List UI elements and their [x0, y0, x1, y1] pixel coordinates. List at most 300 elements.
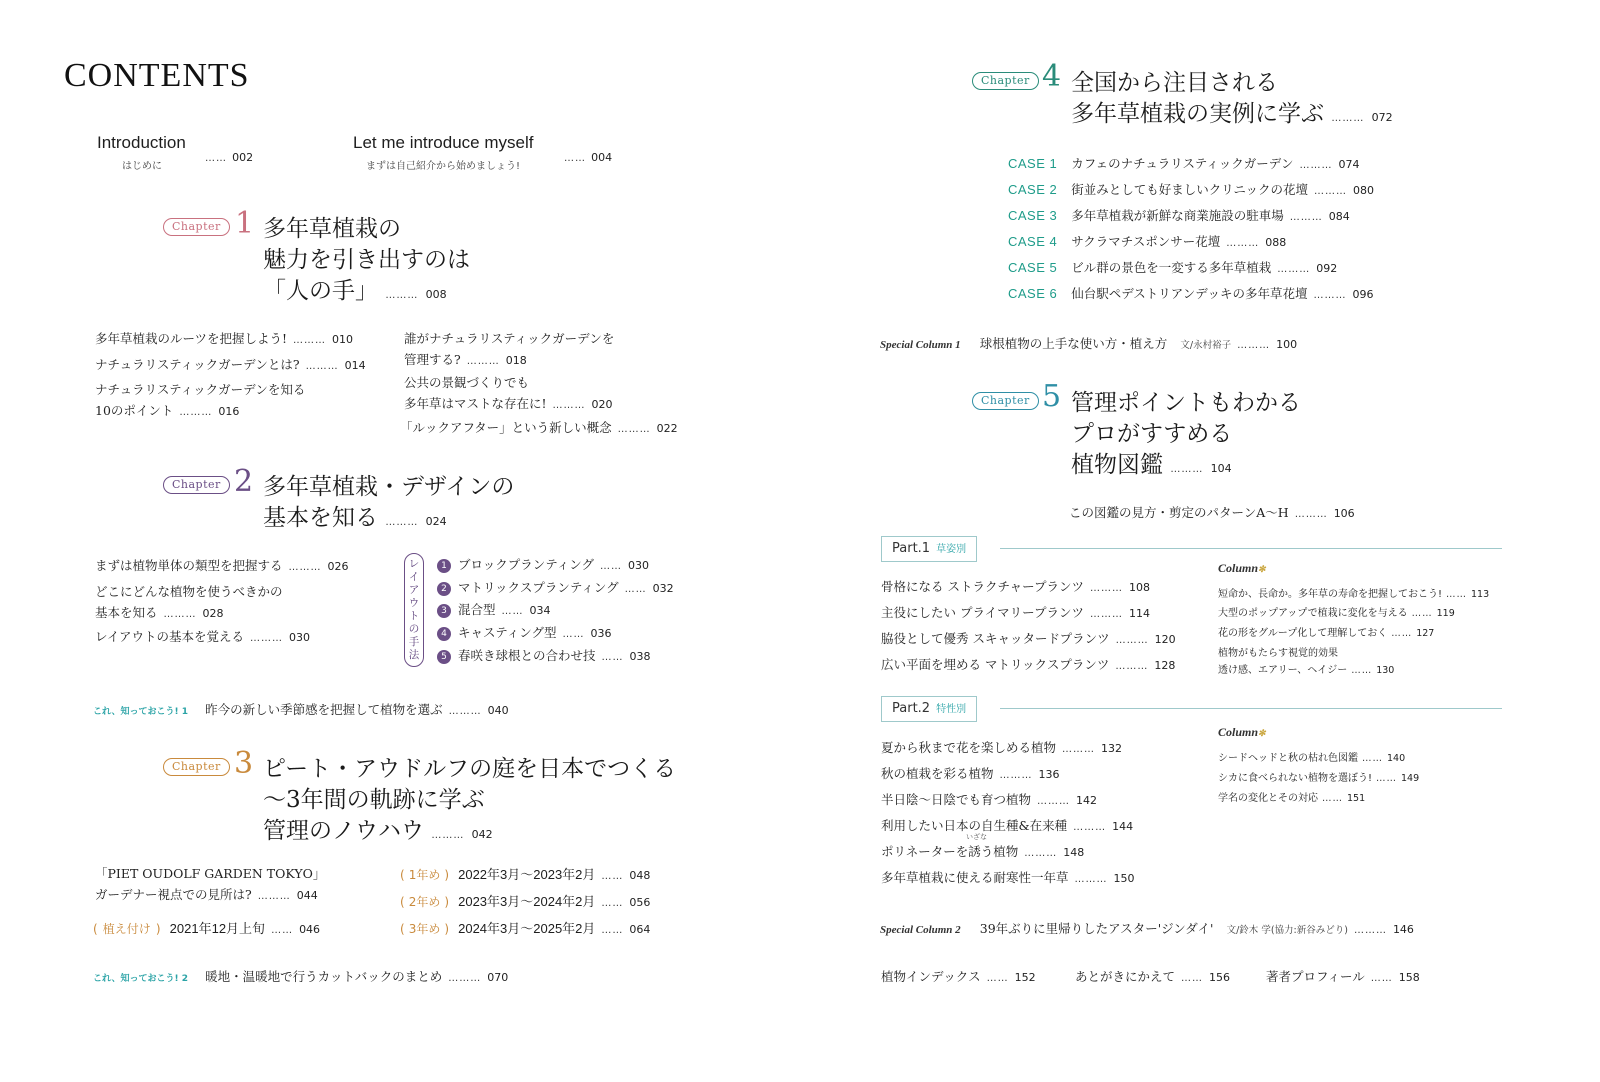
leader-dots: ………	[617, 424, 651, 435]
item-text: 春咲き球根との合わせ技	[458, 648, 596, 663]
page-number: 158	[1398, 971, 1420, 984]
item-text: 脇役として優秀 スキャッタードプランツ	[881, 631, 1110, 646]
chapter-chip: Chapter	[163, 476, 230, 494]
column-heading-text: Column	[1218, 561, 1259, 575]
divider	[1000, 548, 1502, 549]
page-number: 020	[591, 398, 613, 411]
chapter-number: 4	[1042, 59, 1062, 94]
page-number: 100	[1276, 338, 1298, 351]
intro-myself[interactable]	[353, 133, 533, 153]
leader-dots: ……	[601, 652, 624, 663]
leader-dots: ………	[1299, 160, 1333, 171]
page-number: 064	[629, 923, 651, 936]
leader-dots: ………	[1170, 464, 1204, 475]
leader-dots: ………	[1294, 509, 1328, 520]
page-number: 048	[629, 869, 651, 882]
leader-dots: ………	[1277, 264, 1311, 275]
case-item[interactable]	[1008, 179, 1374, 198]
item-text: 球根植物の上手な使い方・植え方	[979, 336, 1168, 351]
leader-dots: ………	[288, 562, 322, 573]
page-number: 036	[590, 627, 612, 640]
leader-dots: ……	[1446, 589, 1468, 600]
divider	[1000, 708, 1502, 709]
page-number: 032	[652, 582, 674, 595]
paren: (	[400, 922, 405, 936]
page-number: 106	[1333, 507, 1355, 520]
toc-item[interactable]	[95, 582, 283, 621]
leader-dots: ……	[1362, 753, 1383, 764]
item-text: 「ルックアフター」という新しい概念	[400, 420, 612, 435]
page-number: 146	[1392, 923, 1414, 936]
item-text: 半日陰〜日陰でも育つ植物	[881, 792, 1032, 807]
toc-item[interactable]	[95, 380, 305, 419]
leader-dots: ………	[466, 356, 500, 367]
leader-dots: ………	[1073, 822, 1107, 833]
intro-label: Introduction	[97, 133, 186, 152]
page-number: 002	[232, 151, 254, 164]
title-line: 管理ポイントもわかる	[1071, 390, 1301, 416]
number-badge: 2	[437, 582, 451, 596]
toc-item[interactable]	[400, 418, 678, 436]
item-text: 多年草植栽のルーツを把握しよう!	[95, 331, 288, 346]
item-text: この図鑑の見方・剪定のパターンA〜H	[1069, 505, 1289, 520]
page-number: 084	[1328, 210, 1350, 223]
toc-item[interactable]	[881, 967, 1036, 985]
layout-item[interactable]	[437, 600, 551, 618]
item-text: 昨今の新しい季節感を把握して植物を選ぶ	[205, 702, 443, 717]
item-text: 混合型	[458, 602, 496, 617]
page-number: 004	[591, 151, 613, 164]
title-line	[1071, 450, 1301, 485]
special-column-1[interactable]	[880, 333, 1297, 352]
item-text: ビル群の景色を一変する多年草植栽	[1071, 260, 1272, 275]
item-line	[404, 394, 613, 412]
page-number: 030	[289, 631, 311, 644]
page-number: 044	[296, 889, 318, 902]
chapter-number: 3	[234, 746, 254, 781]
leader-dots: ………	[1353, 925, 1387, 936]
page-number: 119	[1436, 608, 1455, 619]
item-text: マトリックスプランティング	[458, 580, 619, 595]
item-text: 街並みとしても好ましいクリニックの花壇	[1071, 182, 1309, 197]
page-number: 140	[1387, 753, 1406, 764]
leader-dots: ………	[293, 335, 327, 346]
case-label: CASE 1	[1008, 156, 1058, 171]
item-text: 2021年12月上旬	[169, 921, 266, 936]
column-item[interactable]	[1218, 769, 1419, 784]
case-item[interactable]	[1008, 153, 1360, 172]
toc-item[interactable]	[95, 355, 366, 373]
leader-dots: ……	[1391, 628, 1413, 639]
item-text: 骨格になる ストラクチャープランツ	[881, 579, 1084, 594]
column-item[interactable]	[1218, 789, 1365, 804]
page-number: 132	[1101, 742, 1123, 755]
title-line: 多年草植栽・デザインの	[263, 474, 515, 500]
page-number: 148	[1063, 846, 1085, 859]
leader-dots: ………	[1237, 340, 1271, 351]
case-label: CASE 6	[1008, 286, 1058, 301]
layout-method-label	[404, 553, 424, 667]
title-line-text: 多年草植栽の実例に学ぶ	[1071, 101, 1324, 127]
leader-dots: ………	[1331, 113, 1365, 124]
item-text: 仙台駅ペデストリアンデッキの多年草花壇	[1071, 286, 1308, 301]
title-line: 〜3年間の軌跡に学ぶ	[263, 787, 485, 813]
number-badge: 5	[437, 650, 451, 664]
chapter-number: 1	[235, 206, 255, 241]
page-number: 088	[1265, 236, 1287, 249]
sparkle-icon: ✻	[1258, 728, 1266, 738]
page-number: 056	[629, 896, 651, 909]
title-line-text: 管理のノウハウ	[263, 818, 424, 844]
leader-dots: ……	[1181, 973, 1204, 984]
toc-item[interactable]	[404, 329, 614, 368]
item-text: ナチュラリスティックガーデンとは?	[95, 357, 300, 372]
item-text: 利用したい日本の自生種&在来種	[881, 818, 1068, 833]
item-line	[95, 603, 283, 621]
toc-item[interactable]	[1266, 967, 1420, 985]
item-text: 秋の植栽を彩る植物	[881, 766, 994, 781]
page-number: 072	[1371, 111, 1393, 124]
paren: (	[400, 868, 405, 882]
toc-item[interactable]	[881, 738, 1122, 756]
title-line-text: 基本を知る	[263, 505, 378, 531]
toc-item[interactable]	[95, 556, 349, 574]
page-number: 127	[1416, 628, 1435, 639]
page-number: 151	[1347, 793, 1366, 804]
leader-dots: ……	[986, 973, 1009, 984]
layout-item[interactable]	[437, 623, 612, 641]
page-number: 114	[1128, 607, 1150, 620]
page-number: 150	[1113, 872, 1135, 885]
page-number: 024	[425, 515, 447, 528]
page-number: 074	[1338, 158, 1360, 171]
leader-dots: ………	[448, 973, 482, 984]
toc-item[interactable]	[881, 655, 1175, 673]
leader-dots: ………	[1024, 848, 1058, 859]
part-label: Part.2	[892, 701, 931, 716]
leader-dots: ………	[1089, 583, 1123, 594]
leader-dots: ………	[1089, 609, 1123, 620]
title-line: 全国から注目される	[1071, 70, 1278, 96]
leader-dots: ………	[385, 517, 419, 528]
page-number: 128	[1154, 659, 1176, 672]
number-badge: 3	[437, 604, 451, 618]
leader-dots: ………	[1226, 238, 1260, 249]
layout-label-text: レイアウトの手法	[408, 558, 420, 661]
item-text: レイアウトの基本を覚える	[95, 629, 245, 644]
page-number: 046	[299, 923, 321, 936]
intro-page-line	[205, 146, 253, 165]
item-line	[404, 350, 614, 368]
toc-item[interactable]	[881, 764, 1060, 782]
page-number: 130	[1376, 665, 1395, 676]
special-label: Special Column 2	[880, 924, 961, 936]
toc-item[interactable]	[881, 842, 1084, 860]
know-item-2[interactable]	[93, 966, 508, 985]
chapter-5-title[interactable]	[1071, 388, 1301, 485]
leader-dots: ………	[250, 633, 284, 644]
page-number: 008	[425, 288, 447, 301]
item-text: 管理する?	[404, 352, 461, 367]
case-item[interactable]	[1008, 231, 1286, 250]
column-item[interactable]	[1218, 644, 1394, 676]
item-text: カフェのナチュラリスティックガーデン	[1071, 156, 1294, 171]
item-line	[1218, 661, 1394, 676]
leader-dots: ……	[271, 925, 294, 936]
chapter-chip: Chapter	[163, 218, 230, 236]
title-line	[1071, 99, 1393, 134]
leader-dots: ……	[501, 606, 524, 617]
chapter-chip: Chapter	[163, 758, 230, 776]
case-item[interactable]	[1008, 205, 1350, 224]
author: 文/鈴木 学(協力:新谷みどり)	[1226, 925, 1348, 936]
title-line: プロがすすめる	[1071, 421, 1233, 447]
toc-item[interactable]	[1069, 503, 1355, 521]
leader-dots: ………	[1289, 212, 1323, 223]
case-item[interactable]	[1008, 257, 1337, 276]
page-number: 010	[332, 333, 354, 346]
year-item[interactable]	[400, 891, 650, 910]
item-text: ポリネーターを誘う植物	[881, 844, 1019, 859]
intro-jp: まずは自己紹介から始めましょう!	[366, 161, 521, 172]
leader-dots: ……	[205, 153, 227, 164]
chapter-1-title[interactable]	[263, 214, 470, 311]
tag-label: 植え付け	[102, 922, 151, 936]
planting-item[interactable]	[93, 918, 320, 937]
toc-item[interactable]	[881, 577, 1150, 595]
leader-dots: ………	[1313, 290, 1347, 301]
page-title: CONTENTS	[64, 57, 250, 94]
column-heading	[1218, 561, 1266, 576]
case-label: CASE 5	[1008, 260, 1058, 275]
title-line	[263, 816, 676, 851]
leader-dots: ……	[601, 898, 624, 909]
paren: (	[400, 895, 405, 909]
intro-introduction[interactable]	[97, 133, 186, 153]
leader-dots: ……	[1351, 665, 1373, 676]
leader-dots: ……	[624, 584, 647, 595]
item-text: 2023年3月〜2024年2月	[458, 894, 596, 909]
item-line	[95, 885, 325, 903]
page-number: 136	[1038, 768, 1060, 781]
item-text: 2024年3月〜2025年2月	[458, 921, 596, 936]
paren: )	[444, 868, 450, 882]
item-text: どこにどんな植物を使うべきかの	[95, 584, 283, 599]
page-number: 142	[1076, 794, 1098, 807]
page-number: 038	[629, 650, 651, 663]
toc-item[interactable]	[1075, 967, 1230, 985]
paren: )	[444, 895, 450, 909]
item-text: 大型のポップアップで植栽に変化を与える	[1218, 608, 1408, 619]
item-text: 2022年3月〜2023年2月	[458, 867, 596, 882]
layout-item[interactable]	[437, 646, 651, 664]
page-number: 156	[1209, 971, 1231, 984]
toc-item[interactable]	[95, 627, 310, 645]
title-line: 多年草植栽の	[263, 216, 401, 242]
leader-dots: ……	[601, 925, 624, 936]
item-text: 多年草植栽が新鮮な商業施設の駐車場	[1071, 208, 1284, 223]
page-number: 092	[1316, 262, 1338, 275]
page-number: 070	[487, 971, 509, 984]
tag-label: 3年め	[408, 922, 441, 936]
page-number: 016	[218, 405, 240, 418]
page-number: 120	[1154, 633, 1176, 646]
tag-label: 2年め	[408, 895, 441, 909]
layout-item[interactable]	[437, 578, 674, 596]
chapter-4-title[interactable]	[1071, 68, 1393, 134]
leader-dots: ……	[564, 153, 586, 164]
item-text: シードヘッドと秋の枯れ色図鑑	[1218, 753, 1358, 764]
leader-dots: ……	[1370, 973, 1393, 984]
intro-page-line	[564, 146, 612, 165]
item-text: 暖地・温暖地で行うカットバックのまとめ	[205, 969, 443, 984]
page-number: 026	[327, 560, 349, 573]
item-text: まずは植物単体の類型を把握する	[95, 558, 283, 573]
title-line	[263, 503, 514, 538]
column-heading	[1218, 725, 1266, 740]
item-line	[95, 401, 305, 419]
know-item-1[interactable]	[93, 699, 509, 718]
intro-label: Let me introduce myself	[353, 133, 534, 152]
page-number: 034	[529, 604, 551, 617]
leader-dots: ………	[552, 400, 586, 411]
leader-dots: ………	[431, 830, 465, 841]
page-number: 040	[487, 704, 509, 717]
toc-item[interactable]	[881, 790, 1097, 808]
item-text: ナチュラリスティックガーデンを知る	[95, 382, 306, 397]
know-label: これ、知っておこう! 1	[93, 707, 189, 717]
item-text: サクラマチスポンサー花壇	[1071, 234, 1221, 249]
paren: (	[93, 922, 98, 936]
sparkle-icon: ✻	[1258, 564, 1266, 574]
paren: )	[444, 922, 450, 936]
chapter-chip: Chapter	[972, 72, 1039, 90]
column-item[interactable]	[1218, 604, 1455, 619]
leader-dots: ………	[999, 770, 1033, 781]
layout-item[interactable]	[437, 555, 649, 573]
toc-item[interactable]	[881, 816, 1133, 834]
item-text: 広い平面を埋める マトリックスプランツ	[881, 657, 1110, 672]
leader-dots: ………	[1074, 874, 1108, 885]
page-number: 108	[1128, 581, 1150, 594]
leader-dots: ……	[1411, 608, 1433, 619]
item-text: 公共の景観づくりでも	[404, 375, 530, 390]
title-line-text: 「人の手」	[263, 278, 378, 304]
column-item[interactable]	[1218, 585, 1489, 600]
column-item[interactable]	[1218, 624, 1434, 639]
item-text: シカに食べられない植物を選ぼう!	[1218, 773, 1373, 784]
item-text: 短命か、長命か。多年草の寿命を把握しておこう!	[1218, 589, 1443, 600]
page-number: 018	[505, 354, 527, 367]
number-badge: 4	[437, 627, 451, 641]
item-text: 花の形をグループ化して理解しておく	[1218, 628, 1388, 639]
column-item[interactable]	[1218, 749, 1405, 764]
title-line	[263, 276, 470, 311]
know-label: これ、知っておこう! 2	[93, 974, 189, 984]
case-item[interactable]	[1008, 283, 1374, 302]
item-text: あとがきにかえて	[1075, 969, 1176, 984]
chapter-chip: Chapter	[972, 392, 1039, 410]
title-line-text: 植物図鑑	[1071, 452, 1163, 478]
page-number: 113	[1471, 589, 1490, 600]
toc-item[interactable]	[881, 868, 1135, 886]
part-label: Part.1	[892, 541, 931, 556]
toc-item[interactable]	[881, 629, 1176, 647]
number-badge: 1	[437, 559, 451, 573]
item-text: 多年草植栽に使える耐寒性一年草	[881, 870, 1069, 885]
page-number: 014	[344, 359, 366, 372]
part-1-header	[881, 536, 977, 562]
page-number: 042	[471, 828, 493, 841]
year-item[interactable]	[400, 918, 650, 937]
item-text: ガーデナー視点での見所は?	[95, 887, 252, 902]
item-text: キャスティング型	[458, 625, 557, 640]
item-text: 主役にしたい プライマリープランツ	[881, 605, 1084, 620]
special-label: Special Column 1	[880, 339, 961, 351]
ruby-text: いざな	[966, 833, 987, 841]
page-number: 144	[1112, 820, 1134, 833]
item-text: 「PIET OUDOLF GARDEN TOKYO」	[95, 866, 326, 881]
item-text: 植物インデックス	[881, 969, 981, 984]
toc-item[interactable]	[95, 329, 353, 347]
leader-dots: ………	[1314, 186, 1348, 197]
leader-dots: ………	[163, 609, 197, 620]
item-text: 誰がナチュラリスティックガーデンを	[404, 331, 615, 346]
page-number: 149	[1401, 773, 1420, 784]
case-label: CASE 2	[1008, 182, 1058, 197]
column-heading-text: Column	[1218, 725, 1259, 739]
leader-dots: ……	[562, 629, 585, 640]
item-text: 基本を知る	[95, 605, 158, 620]
item-text: 透け感、エアリー、ヘイジー	[1218, 665, 1348, 676]
leader-dots: ………	[257, 891, 291, 902]
leader-dots: ………	[385, 290, 419, 301]
chapter-number: 2	[234, 464, 254, 499]
title-line: 魅力を引き出すのは	[263, 247, 470, 273]
page-number: 028	[202, 607, 224, 620]
page-number: 080	[1353, 184, 1375, 197]
toc-item[interactable]	[404, 373, 613, 412]
leader-dots: ………	[1062, 744, 1096, 755]
item-text: 10のポイント	[95, 403, 174, 418]
intro-jp: はじめに	[122, 161, 162, 172]
part-sub: 草姿別	[936, 544, 967, 555]
page-number: 022	[656, 422, 678, 435]
year-item[interactable]	[400, 864, 650, 883]
leader-dots: ………	[1115, 661, 1149, 672]
leader-dots: ………	[179, 407, 213, 418]
toc-item[interactable]	[95, 864, 325, 903]
page-number: 030	[628, 559, 650, 572]
case-label: CASE 4	[1008, 234, 1058, 249]
title-line: ピート・アウドルフの庭を日本でつくる	[263, 756, 677, 782]
author: 文/永村裕子	[1180, 340, 1232, 351]
case-label: CASE 3	[1008, 208, 1058, 223]
leader-dots: ……	[601, 871, 624, 882]
leader-dots: ………	[305, 361, 339, 372]
toc-item[interactable]	[881, 603, 1150, 621]
chapter-2-title[interactable]	[263, 472, 514, 538]
paren: )	[155, 922, 161, 936]
part-sub: 特性別	[936, 704, 967, 715]
leader-dots: ………	[448, 706, 482, 717]
page-number: 152	[1014, 971, 1036, 984]
item-text: 学名の変化とその対応	[1218, 793, 1318, 804]
item-text: 39年ぶりに里帰りしたアスター'ジンダイ'	[979, 921, 1214, 936]
chapter-3-title[interactable]	[263, 754, 676, 851]
special-column-2[interactable]	[880, 918, 1414, 937]
part-2-header	[881, 696, 977, 722]
